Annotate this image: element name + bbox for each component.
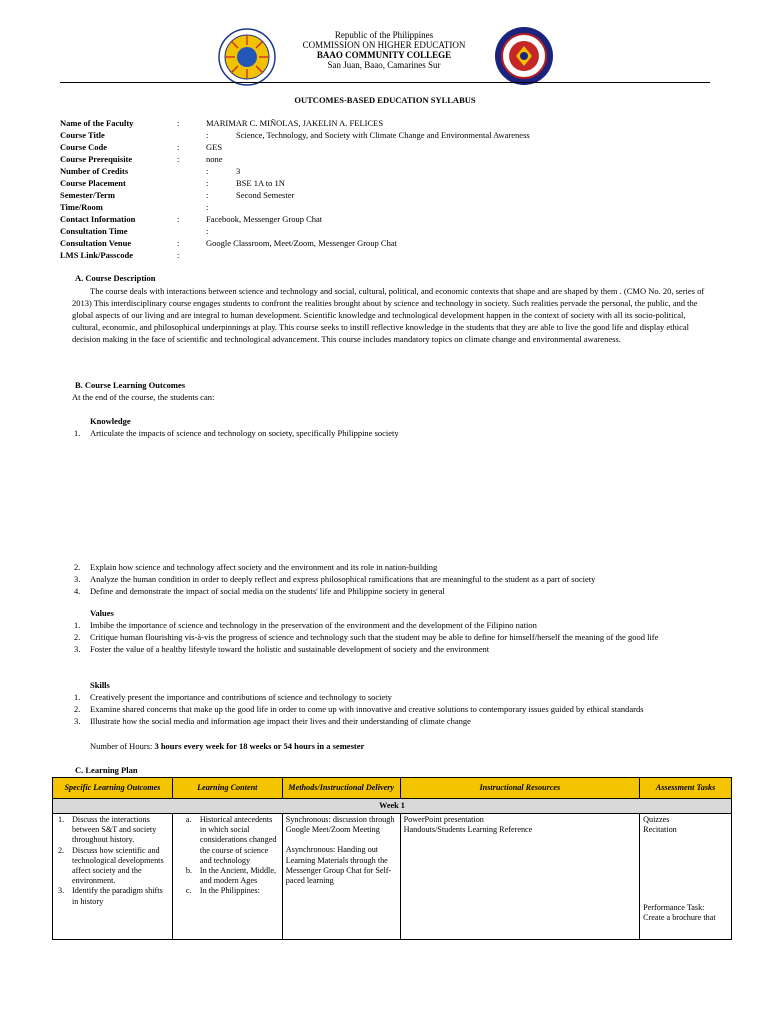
table-row [53,814,732,940]
info-value: GES [206,142,223,152]
column-header: Instructional Resources [400,778,639,799]
info-label: Semester/Term [60,190,115,200]
header-divider [60,82,710,83]
column-header: Methods/Instructional Delivery [282,778,400,799]
course-description: The course deals with interactions between science and technology and social, cultural, political, and economic contexts that shape and are shaped by them . (CMO No. 20, series of 2013) This interdisciplinary course engages students to confront the realities brought about by science and technology in society. Such realities pervade the personal, the public, and the global aspects of our living and are integral to human development. Scientific knowledge and technological development happen in the context of society with all its socio-political, cultural, economic, and philosophical underpinnings at play. This course seeks to instill reflective knowledge in the students that they are able to live the good life and display ethical decision making in the face of scientific and technological advancement. This course includes mandatory topics on climate change and environmental awareness. [72,286,705,344]
page-title: OUTCOMES-BASED EDUCATION SYLLABUS [294,95,476,105]
values-list [72,620,712,655]
info-value: MARIMAR C. MIÑOLAS, JAKELIN A. FELICES [206,118,384,128]
assessment-item: Create a brochure that [643,913,716,923]
week-label: Week 1 [53,799,732,814]
header-republic: Republic of the Philippines [334,30,434,40]
list-item: 1. Creatively present the importance and contributions of science and technology to society [74,692,392,702]
list-item: 4. Define and demonstrate the impact of social media on the students' life and Philippine society in general [74,585,445,596]
column-header: Assessment Tasks [640,778,732,799]
week-row [53,799,732,814]
resource-item: PowerPoint presentation [403,815,484,824]
outcomes-intro: At the end of the course, the students can: [72,392,215,402]
resource-item: Handouts/Students Learning Reference [403,825,533,835]
column-header: Learning Content [172,778,282,799]
section-c-heading: C. Learning Plan [75,765,138,775]
info-label: Course Prerequisite [60,154,133,164]
assessment-item: Performance Task: [643,903,705,912]
info-label: Course Code [60,142,107,152]
list-item: 1. Discuss the interactions between S&T and society throughout history. [58,815,157,845]
list-item: 3. Foster the value of a healthy lifestyle toward the holistic and sustainable development of society and the environment [74,643,490,654]
list-item: 3. Identify the paradigm shifts in history [58,886,163,906]
knowledge-list-first [72,428,712,440]
list-item: 3. Illustrate how the social media and information age impact their lives and their understanding of climate change [74,715,471,726]
header-commission: COMMISSION ON HIGHER EDUCATION [302,40,466,50]
list-item: a. Historical antecedents in which social considerations changed the course of science and technology [185,815,277,865]
info-value: Google Classroom, Meet/Zoom, Messenger Group Chat [206,238,397,248]
skills-list [72,692,712,727]
header-college: BAAO COMMUNITY COLLEGE [316,50,452,60]
list-item: 2. Examine shared concerns that make up the good life in order to come up with innovative and creative solutions to contemporary issues guided by ethical standards [74,703,644,714]
college-seal-logo [494,26,554,86]
ched-seal-logo [218,28,276,86]
assessment-item: Quizzes [643,815,670,824]
outcomes-cell [53,814,173,940]
assessment-cell [640,814,732,940]
methods-cell [282,814,400,940]
list-item: 2. Critique human flourishing vis-à-vis the progress of science and technology such that the student may be able to define for himself/herself the meaning of the good life [74,631,659,642]
info-label: Consultation Time [60,226,128,236]
list-item: c. In the Philippines: [185,886,260,896]
info-label: Course Placement [60,178,126,188]
hours-label: Number of Hours: [90,741,155,751]
methods-async: Asynchronous: Handing out Learning Materials through the Messenger Group Chat for Self-paced learning [285,845,392,886]
section-b-heading: B. Course Learning Outcomes [75,380,186,390]
skills-heading: Skills [90,680,110,690]
list-item: b. In the Ancient, Middle, and modern Ages [185,866,277,886]
info-label: Course Title [60,130,105,140]
list-item: 3. Analyze the human condition in order to deeply reflect and express philosophical ramifications that are meaningful to the student as a part of society [74,573,596,584]
resources-cell [400,814,639,940]
info-value: BSE 1A to 1N [236,178,285,188]
values-heading: Values [90,608,114,618]
table-header-row [53,778,732,799]
info-label: Consultation Venue [60,238,132,248]
info-value: Science, Technology, and Society with Climate Change and Environmental Awareness [236,130,530,140]
assessment-item: Recitation [643,825,677,835]
info-label: LMS Link/Passcode [60,250,133,260]
header-address: San Juan, Baao, Camarines Sur [327,60,441,70]
list-item: 2. Discuss how scientific and technological developments affect society and the environment. [58,845,164,886]
list-item: 2. Explain how science and technology affect society and the environment and its role in nation-building [74,562,438,572]
number-of-hours [90,741,364,751]
info-value: Facebook, Messenger Group Chat [206,214,323,224]
info-label: Contact Information [60,214,136,224]
info-label: Time/Room [60,202,103,212]
list-item: 1. Articulate the impacts of science and technology on society, specifically Philippine society [74,428,399,438]
list-item: 1. Imbibe the importance of science and technology in the preservation of the environment and the development of the Filipino nation [74,620,537,630]
column-header: Specific Learning Outcomes [53,778,173,799]
learning-plan-table [52,777,732,940]
section-a-heading: A. Course Description [75,273,156,283]
knowledge-list-rest [72,562,712,597]
methods-sync: Synchronous: discussion through Google Meet/Zoom Meeting [285,815,395,835]
info-label: Number of Credits [60,166,129,176]
info-value: none [206,154,223,164]
info-label: Name of the Faculty [60,118,134,128]
hours-value: 3 hours every week for 18 weeks or 54 hours in a semester [154,741,365,751]
knowledge-heading: Knowledge [90,416,131,426]
info-value: Second Semester [236,190,295,200]
content-cell [172,814,282,940]
info-value: 3 [236,166,241,176]
